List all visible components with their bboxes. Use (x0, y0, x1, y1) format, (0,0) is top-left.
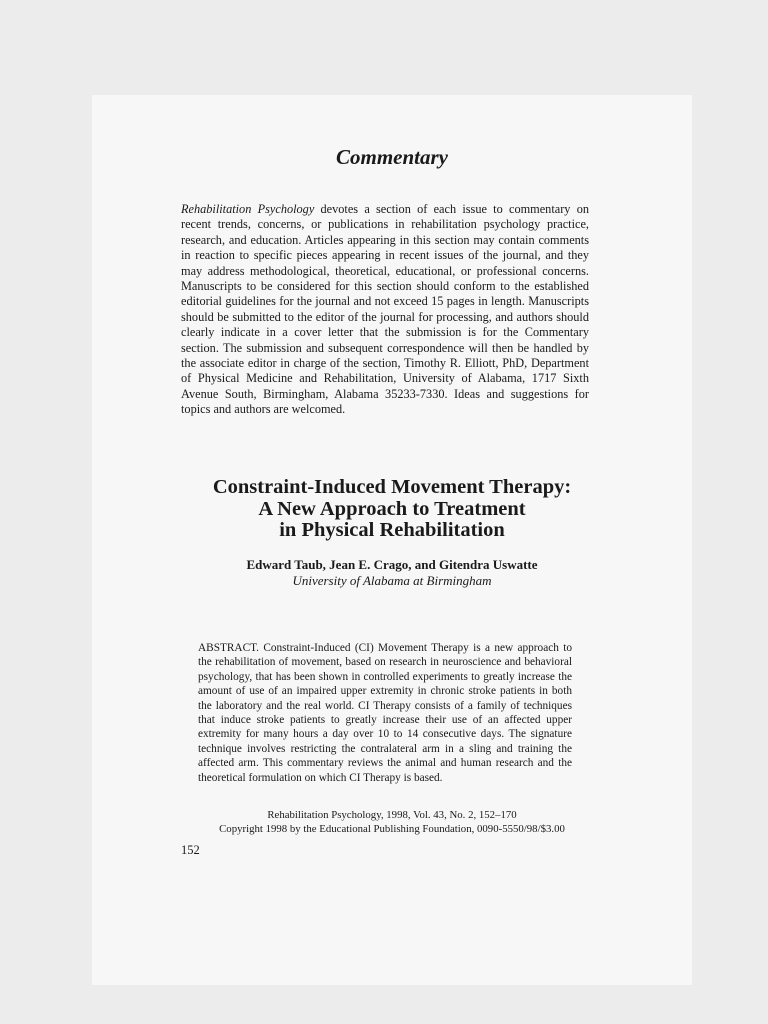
document-page (92, 95, 692, 985)
author-affiliation: University of Alabama at Birmingham (292, 573, 492, 588)
section-title: Commentary (335, 145, 448, 169)
article-title (92, 477, 692, 542)
article-title-line-3: in Physical Rehabilitation (279, 519, 505, 541)
page-number: 152 (181, 843, 200, 857)
article-title-line-2: A New Approach to Treatment (258, 497, 526, 520)
article-title-line-1: Constraint-Induced Movement Therapy: (212, 476, 572, 498)
commentary-intro-paragraph (181, 202, 589, 418)
citation-block (92, 808, 692, 836)
article-abstract: ABSTRACT. Constraint-Induced (CI) Movement Therapy is a new approach to the rehabilitation of movement, based on research in neuroscience and behavioral psychology, that has been shown in controlled experiments to greatly increase the amount of use of an impaired upper extremity in chronic stroke patients in both the laboratory and the real world. CI Therapy consists of a family of techniques that induce stroke patients to greatly increase their use of an affected upper extremity for many hours a day over 10 to 14 consecutive days. The signature technique involves restricting the contralateral arm in a sling and training the affected arm. This commentary reviews the animal and human research and the theoretical formulation on which CI Therapy is based. (198, 642, 572, 784)
article-authors: Edward Taub, Jean E. Crago, and Gitendra Uswatte (246, 557, 538, 572)
citation-copyright-line: Copyright 1998 by the Educational Publishing Foundation, 0090-5550/98/$3.00 (219, 823, 565, 835)
journal-name: Rehabilitation Psychology (181, 202, 315, 216)
citation-journal-line: Rehabilitation Psychology, 1998, Vol. 43, No. 2, 152–170 (267, 809, 517, 821)
intro-body-text: devotes a section of each issue to commentary on recent trends, concerns, or publications in rehabilitation psychology practice, research, and education. Articles appearing in this section may contain comments in reaction to specific pieces appearing in recent issues of the journal, and they may address methodological, theoretical, educational, or professional concerns. Manuscripts to be considered for this section should conform to the established editorial guidelines for the journal and not exceed 15 pages in length. Manuscripts should be submitted to the editor of the journal for processing, and authors should clearly indicate in a cover letter that the submission is for the Commentary section. The submission and subsequent correspondence will then be handled by the associate editor in charge of the section, Timothy R. Elliott, PhD, Department of Physical Medicine and Rehabilitation, University of Alabama, 1717 Sixth Avenue South, Birmingham, Alabama 35233-7330. Ideas and suggestions for topics and authors are welcomed. (181, 202, 589, 417)
